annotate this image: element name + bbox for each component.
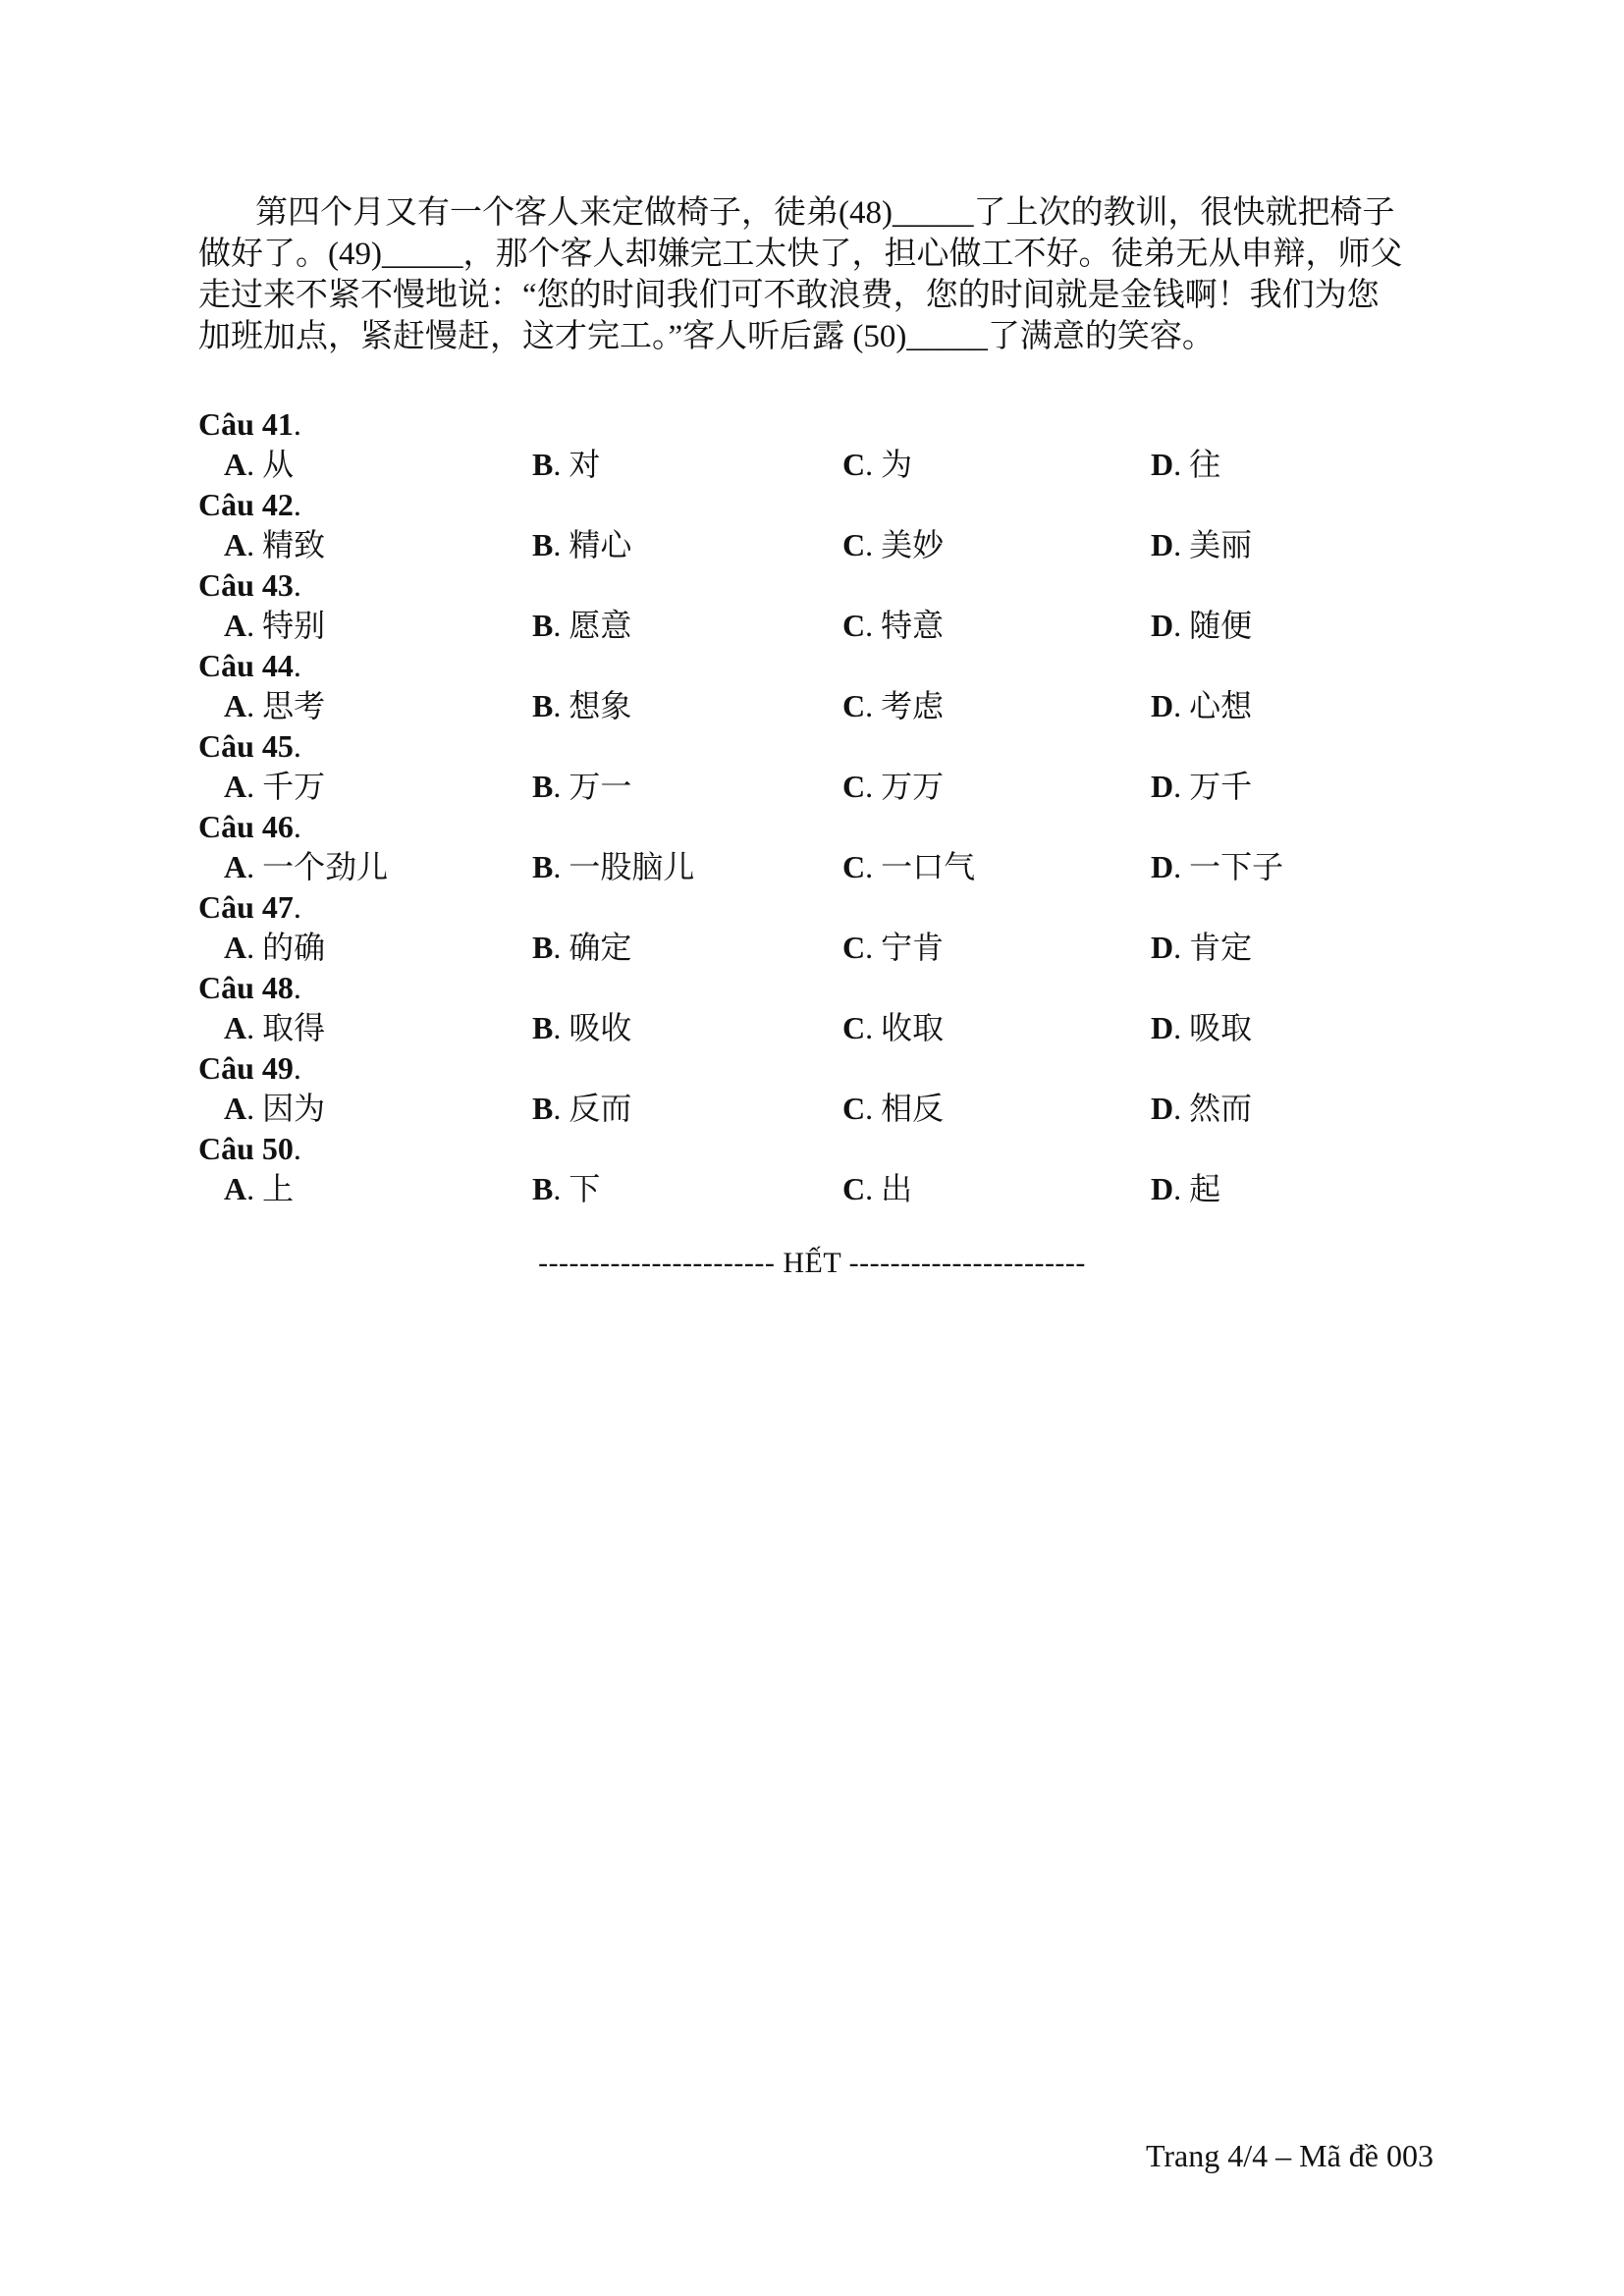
option-letter: D [1151, 688, 1174, 723]
question-item [198, 646, 1435, 726]
option-text: 起 [1189, 1171, 1221, 1206]
option-text: 为 [881, 447, 913, 482]
option-c: C. 为 [842, 447, 913, 482]
option-b: B. 确定 [532, 930, 632, 965]
answer-options [224, 1089, 1435, 1129]
option-text: 吸取 [1189, 1010, 1253, 1045]
option-text: 美丽 [1189, 527, 1253, 562]
option-a: A. 特别 [224, 608, 326, 643]
option-a: A. 精致 [224, 527, 326, 562]
option-text: 取得 [262, 1010, 326, 1045]
option-letter: C [842, 1010, 866, 1045]
question-number: Câu 46 [198, 809, 294, 844]
answer-options [224, 767, 1435, 807]
question-item [198, 726, 1435, 807]
option-text: 吸收 [568, 1010, 632, 1045]
option-letter: C [842, 447, 866, 482]
question-item [198, 485, 1435, 565]
question-label: Câu 48. [198, 970, 301, 1005]
option-letter: D [1151, 447, 1174, 482]
option-text: 万万 [881, 769, 945, 804]
option-d: D. 然而 [1151, 1091, 1253, 1126]
question-item [198, 807, 1435, 887]
option-letter: B [532, 447, 554, 482]
option-letter: C [842, 1171, 866, 1206]
option-letter: D [1151, 1171, 1174, 1206]
option-letter: B [532, 769, 554, 804]
option-letter: D [1151, 608, 1174, 643]
question-number: Câu 49 [198, 1050, 294, 1086]
option-c: C. 相反 [842, 1091, 945, 1126]
answer-options [224, 525, 1435, 565]
option-letter: B [532, 527, 554, 562]
passage-line: 走过来不紧不慢地说：“您的时间我们可不敢浪费，您的时间就是金钱啊！我们为您 [198, 278, 1380, 313]
question-list [198, 404, 1435, 1209]
passage-line: 做好了。(49)_____，那个客人却嫌完工太快了，担心做工不好。徒弟无从申辩，师父 [198, 237, 1403, 272]
option-letter: B [532, 1171, 554, 1206]
question-number: Câu 44 [198, 648, 294, 683]
option-text: 确定 [568, 930, 632, 965]
page-footer: Trang 4/4 – Mã đề 003 [1145, 2138, 1434, 2173]
option-a: A. 取得 [224, 1010, 326, 1045]
option-text: 精心 [568, 527, 632, 562]
option-a: A. 思考 [224, 688, 326, 723]
option-d: D. 往 [1151, 447, 1221, 482]
question-label: Câu 47. [198, 889, 301, 925]
option-c: C. 万万 [842, 769, 945, 804]
option-letter: B [532, 930, 554, 965]
question-label: Câu 50. [198, 1131, 301, 1166]
option-text: 万一 [568, 769, 632, 804]
option-letter: A [224, 608, 247, 643]
question-label: Câu 41. [198, 406, 301, 442]
option-letter: A [224, 527, 247, 562]
option-b: B. 一股脑儿 [532, 849, 695, 884]
option-text: 肯定 [1189, 930, 1253, 965]
option-letter: B [532, 849, 554, 884]
question-label: Câu 44. [198, 648, 301, 683]
option-c: C. 美妙 [842, 527, 945, 562]
option-a: A. 上 [224, 1171, 295, 1206]
option-text: 一个劲儿 [262, 849, 389, 884]
option-text: 从 [262, 447, 295, 482]
option-c: C. 出 [842, 1171, 913, 1206]
option-letter: A [224, 1091, 247, 1126]
option-d: D. 随便 [1151, 608, 1253, 643]
option-letter: A [224, 1171, 247, 1206]
option-letter: A [224, 849, 247, 884]
option-text: 想象 [568, 688, 632, 723]
option-text: 千万 [262, 769, 326, 804]
question-label: Câu 49. [198, 1050, 301, 1086]
option-text: 一口气 [881, 849, 976, 884]
option-d: D. 一下子 [1151, 849, 1284, 884]
option-letter: B [532, 1091, 554, 1126]
option-text: 美妙 [881, 527, 945, 562]
option-d: D. 肯定 [1151, 930, 1253, 965]
option-a: A. 一个劲儿 [224, 849, 389, 884]
question-label: Câu 43. [198, 567, 301, 603]
option-text: 宁肯 [881, 930, 945, 965]
question-number: Câu 42 [198, 487, 294, 522]
option-b: B. 想象 [532, 688, 632, 723]
option-letter: D [1151, 769, 1174, 804]
option-d: D. 起 [1151, 1171, 1221, 1206]
option-letter: D [1151, 849, 1174, 884]
option-text: 反而 [568, 1091, 632, 1126]
option-letter: B [532, 1010, 554, 1045]
option-letter: A [224, 447, 247, 482]
option-letter: B [532, 608, 554, 643]
option-text: 心想 [1189, 688, 1253, 723]
option-letter: A [224, 1010, 247, 1045]
option-a: A. 因为 [224, 1091, 326, 1126]
option-d: D. 万千 [1151, 769, 1253, 804]
option-text: 上 [262, 1171, 295, 1206]
option-text: 特意 [881, 608, 945, 643]
option-letter: D [1151, 930, 1174, 965]
question-label: Câu 42. [198, 487, 301, 522]
option-letter: D [1151, 1091, 1174, 1126]
option-b: B. 万一 [532, 769, 632, 804]
option-b: B. 对 [532, 447, 601, 482]
answer-options [224, 928, 1435, 968]
answer-options [224, 847, 1435, 887]
option-letter: C [842, 608, 866, 643]
option-text: 精致 [262, 527, 326, 562]
option-letter: C [842, 688, 866, 723]
end-marker: ----------------------- HẾT ----------------------- [538, 1247, 1086, 1279]
option-letter: A [224, 930, 247, 965]
option-b: B. 愿意 [532, 608, 632, 643]
option-text: 愿意 [568, 608, 632, 643]
option-text: 出 [881, 1171, 913, 1206]
option-text: 的确 [262, 930, 326, 965]
option-c: C. 收取 [842, 1010, 945, 1045]
option-letter: C [842, 769, 866, 804]
option-d: D. 美丽 [1151, 527, 1253, 562]
option-c: C. 考虑 [842, 688, 945, 723]
question-item [198, 968, 1435, 1048]
question-number: Câu 41 [198, 406, 294, 442]
option-d: D. 吸取 [1151, 1010, 1253, 1045]
option-text: 然而 [1189, 1091, 1253, 1126]
option-d: D. 心想 [1151, 688, 1253, 723]
question-number: Câu 50 [198, 1131, 294, 1166]
question-item [198, 565, 1435, 646]
reading-passage [198, 192, 1434, 357]
option-letter: C [842, 527, 866, 562]
question-item [198, 1048, 1435, 1129]
answer-options [224, 1169, 1435, 1209]
option-a: A. 从 [224, 447, 295, 482]
option-letter: A [224, 769, 247, 804]
question-item [198, 887, 1435, 968]
option-text: 思考 [262, 688, 326, 723]
option-a: A. 的确 [224, 930, 326, 965]
option-text: 一下子 [1189, 849, 1284, 884]
option-c: C. 特意 [842, 608, 945, 643]
passage-line: 第四个月又有一个客人来定做椅子，徒弟(48)_____了上次的教训，很快就把椅子 [255, 195, 1395, 231]
answer-options [224, 1008, 1435, 1048]
question-number: Câu 47 [198, 889, 294, 925]
option-b: B. 反而 [532, 1091, 632, 1126]
option-text: 特别 [262, 608, 326, 643]
option-c: C. 一口气 [842, 849, 976, 884]
question-number: Câu 48 [198, 970, 294, 1005]
question-item [198, 1129, 1435, 1209]
option-c: C. 宁肯 [842, 930, 945, 965]
question-label: Câu 45. [198, 728, 301, 764]
option-text: 收取 [881, 1010, 945, 1045]
question-label: Câu 46. [198, 809, 301, 844]
option-b: B. 吸收 [532, 1010, 632, 1045]
answer-options [224, 445, 1435, 485]
answer-options [224, 606, 1435, 646]
question-item [198, 404, 1435, 485]
option-b: B. 精心 [532, 527, 632, 562]
option-letter: C [842, 849, 866, 884]
option-letter: C [842, 930, 866, 965]
option-letter: C [842, 1091, 866, 1126]
option-letter: D [1151, 527, 1174, 562]
option-text: 万千 [1189, 769, 1253, 804]
passage-line: 加班加点，紧赶慢赶，这才完工。”客人听后露 (50)_____了满意的笑容。 [198, 319, 1215, 354]
option-b: B. 下 [532, 1171, 601, 1206]
option-letter: A [224, 688, 247, 723]
option-a: A. 千万 [224, 769, 326, 804]
question-number: Câu 45 [198, 728, 294, 764]
option-text: 随便 [1189, 608, 1253, 643]
option-text: 往 [1189, 447, 1221, 482]
option-text: 下 [568, 1171, 601, 1206]
option-text: 因为 [262, 1091, 326, 1126]
option-letter: B [532, 688, 554, 723]
option-text: 对 [568, 447, 601, 482]
option-text: 一股脑儿 [568, 849, 695, 884]
question-number: Câu 43 [198, 567, 294, 603]
option-text: 考虑 [881, 688, 945, 723]
option-text: 相反 [881, 1091, 945, 1126]
option-letter: D [1151, 1010, 1174, 1045]
answer-options [224, 686, 1435, 726]
